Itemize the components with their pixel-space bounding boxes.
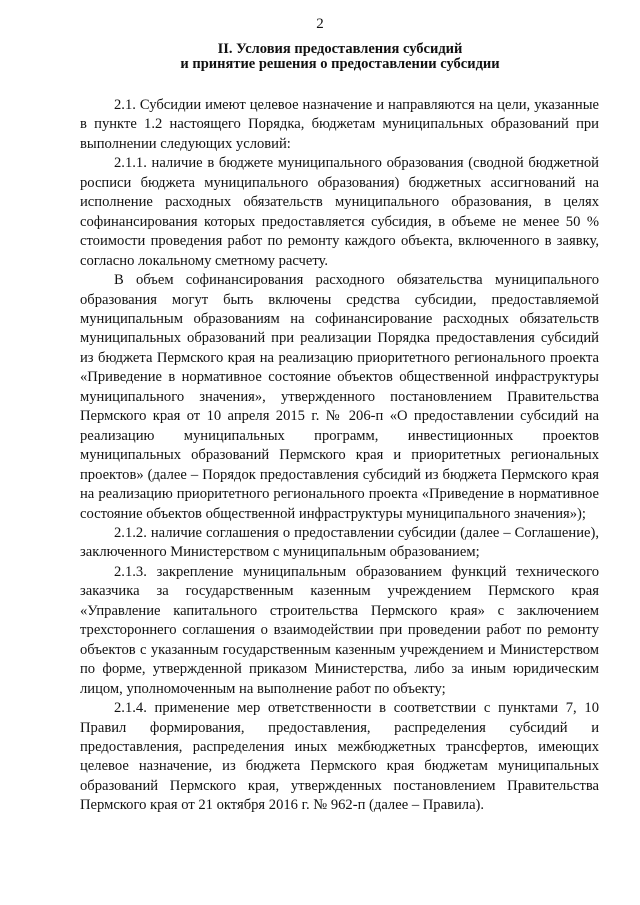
page-number: 2 [316, 16, 324, 32]
paragraph-2-1-2: 2.1.2. наличие соглашения о предоставлении субсидии (далее – Соглашение), заключенного Министерством с муниципальным образованием; [80, 524, 599, 561]
paragraph-2-1-1: 2.1.1. наличие в бюджете муниципального образования (сводной бюджетной росписи бюджета муниципального образования) бюджетных ассигнований на исполнение расходных обязательств муниципального образования, в целях софинансирования которых предоставляется субсидия, в объеме не менее 50 % стоимости проведения работ по ремонту каждого объекта, включенного в заявку, согласно локальному сметному расчету. [80, 155, 599, 269]
paragraph-2-1: 2.1. Субсидии имеют целевое назначение и направляются на цели, указанные в пункте 1.2 настоящего Порядка, бюджетам муниципальных образований при выполнении следующих условий: [80, 97, 599, 152]
section-heading [80, 42, 600, 72]
paragraph-2-1-4: 2.1.4. применение мер ответственности в соответствии с пунктами 7, 10 Правил формирования, предоставления, распределения субсидий и предоставления, распределения иных межбюджетных трансфертов, имеющих целевое назначение, из бюджета Пермского края бюджетам муниципальных образований Пермского края, утвержденных постановлением Правительства Пермского края от 21 октября 2016 г. № 962-п (далее – Правила). [80, 700, 599, 814]
paragraph-2-1-3: 2.1.3. закрепление муниципальным образованием функций технического заказчика за государственным казенным учреждением Пермского края «Управление капитального строительства Пермского края» с заключением трехстороннего соглашения о взаимодействии при проведении работ по ремонту объектов с указанным государственным казенным учреждением и Министерством по форме, утвержденной приказом Министерства, либо за иным юридическим лицом, уполномоченным на выполнение работ по объекту; [80, 563, 599, 697]
section-heading-line-1: II. Условия предоставления субсидий [217, 41, 463, 57]
section-heading-line-2: и принятие решения о предоставлении субсидии [180, 56, 500, 72]
document-body [80, 96, 599, 816]
paragraph-cofinancing: В объем софинансирования расходного обязательства муниципального образования могут быть включены средства субсидии, предоставляемой муниципальным образованиям на софинансирование расходных обязательств муниципальных образований при реализации Порядка предоставления субсидий из бюджета Пермского края на реализацию приоритетного регионального проекта «Приведение в нормативное состояние объектов общественной инфраструктуры муниципального значения», утвержденного постановлением Правительства Пермского края от 10 апреля 2015 г. № 206-п «О предоставлении субсидий на реализацию муниципальных программ, инвестиционных проектов муниципальных образований Пермского края и приоритетных региональных проектов» (далее – Порядок предоставления субсидий из бюджета Пермского края на реализацию приоритетного регионального проекта «Приведение в нормативное состояние объектов общественной инфраструктуры муниципального значения»); [80, 272, 599, 522]
